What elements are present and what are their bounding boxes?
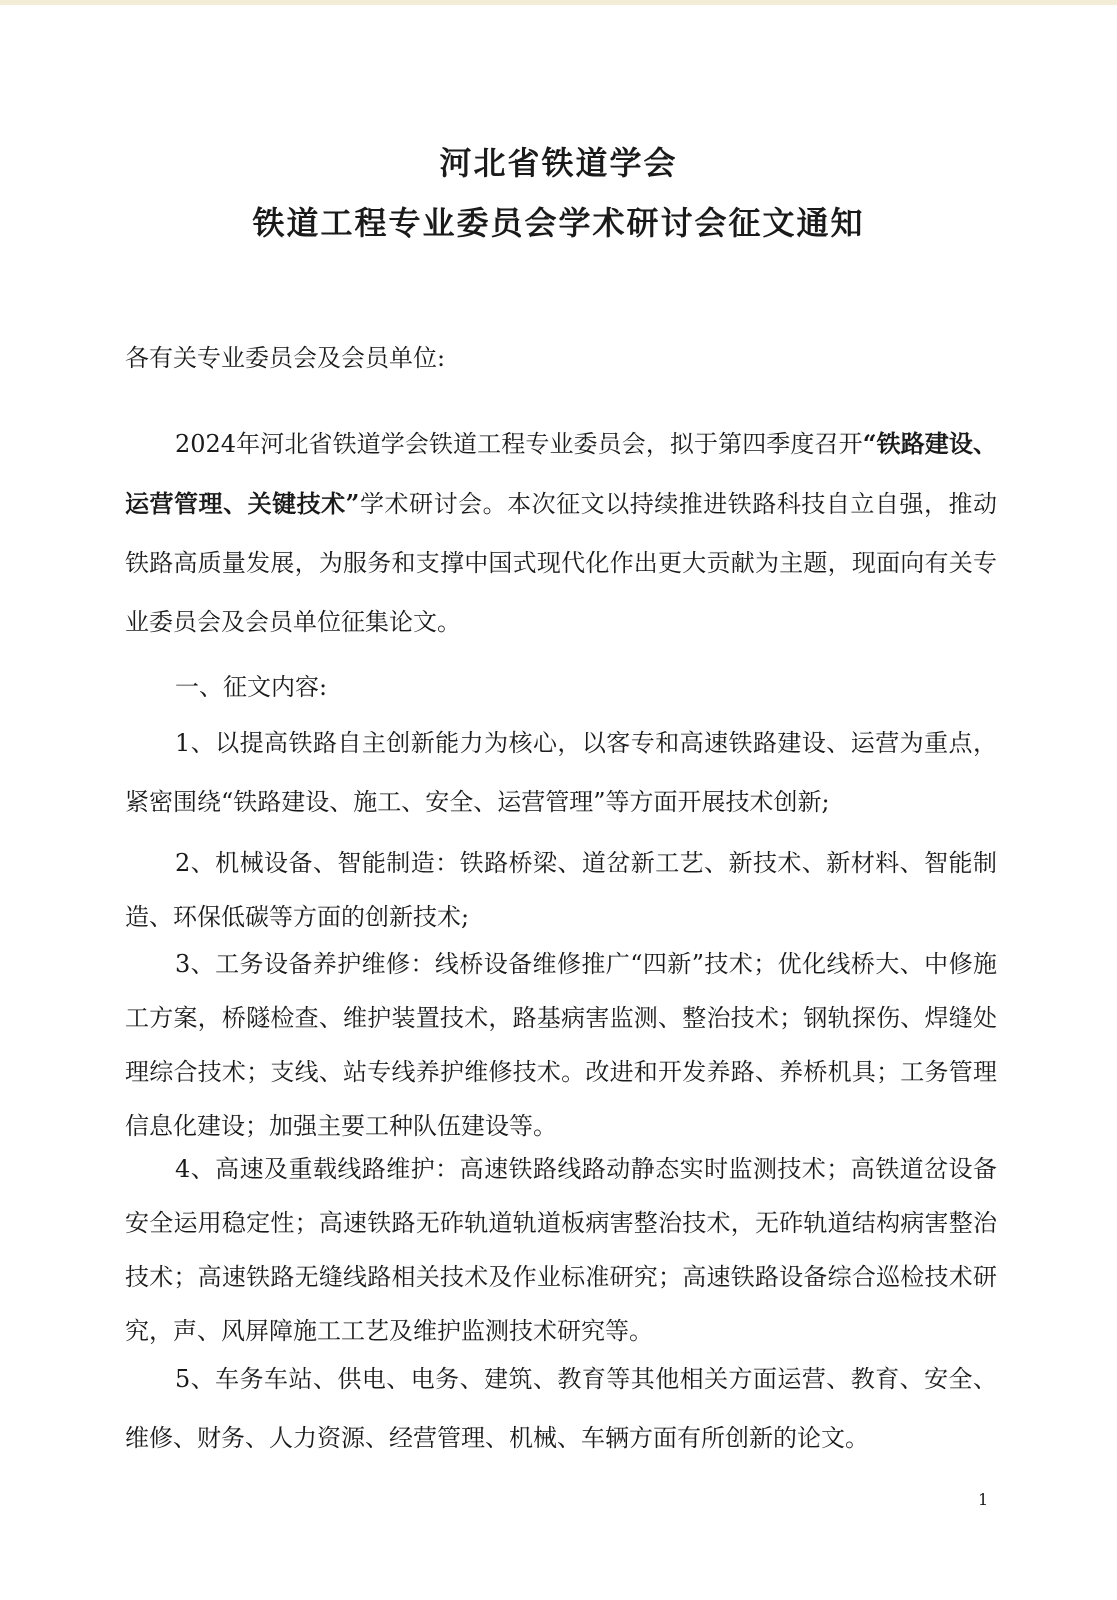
document-title-line1: 河北省铁道学会 (439, 144, 678, 182)
page-number: 1 (978, 1490, 989, 1509)
section-heading-content: 一、征文内容: (175, 673, 328, 701)
intro-bold-topic: “铁路建设、运营管理、关键技术” (125, 429, 997, 518)
list-item: 2、机械设备、智能制造：铁路桥梁、道岔新工艺、新技术、新材料、智能制造、环保低碳等方面的创新技术; (125, 849, 997, 931)
salutation: 各有关专业委员会及会员单位: (125, 344, 446, 372)
intro-text-after: 学术研讨会。本次征文以持续推进铁路科技自立自强，推动铁路高质量发展，为服务和支撑中国式现代化作出更大贡献为主题，现面向有关专业委员会及会员单位征集论文。 (125, 490, 997, 636)
list-item: 3、工务设备养护维修：线桥设备维修推广“四新”技术；优化线桥大、中修施工方案，桥隧检查、维护装置技术，路基病害监测、整治技术；钢轨探伤、焊缝处理综合技术；支线、站专线养护维修技术。改进和开发养路、养桥机具；工务管理信息化建设；加强主要工种队伍建设等。 (125, 950, 997, 1140)
list-item: 1、以提高铁路自主创新能力为核心，以客专和高速铁路建设、运营为重点，紧密围绕“铁路建设、施工、安全、运营管理”等方面开展技术创新; (125, 729, 997, 816)
intro-text-before: 2024年河北省铁道学会铁道工程专业委员会，拟于第四季度召开 (175, 430, 863, 458)
list-item: 5、车务车站、供电、电务、建筑、教育等其他相关方面运营、教育、安全、维修、财务、人力资源、经营管理、机械、车辆方面有所创新的论文。 (125, 1365, 997, 1452)
intro-paragraph (125, 414, 997, 652)
document-title-line2: 铁道工程专业委员会学术研讨会征文通知 (252, 204, 865, 242)
list-item: 4、高速及重载线路维护：高速铁路线路动静态实时监测技术；高铁道岔设备安全运用稳定性；高速铁路无砟轨道轨道板病害整治技术，无砟轨道结构病害整治技术；高速铁路无缝线路相关技术及作业标准研究；高速铁路设备综合巡检技术研究，声、风屏障施工工艺及维护监测技术研究等。 (125, 1155, 997, 1345)
